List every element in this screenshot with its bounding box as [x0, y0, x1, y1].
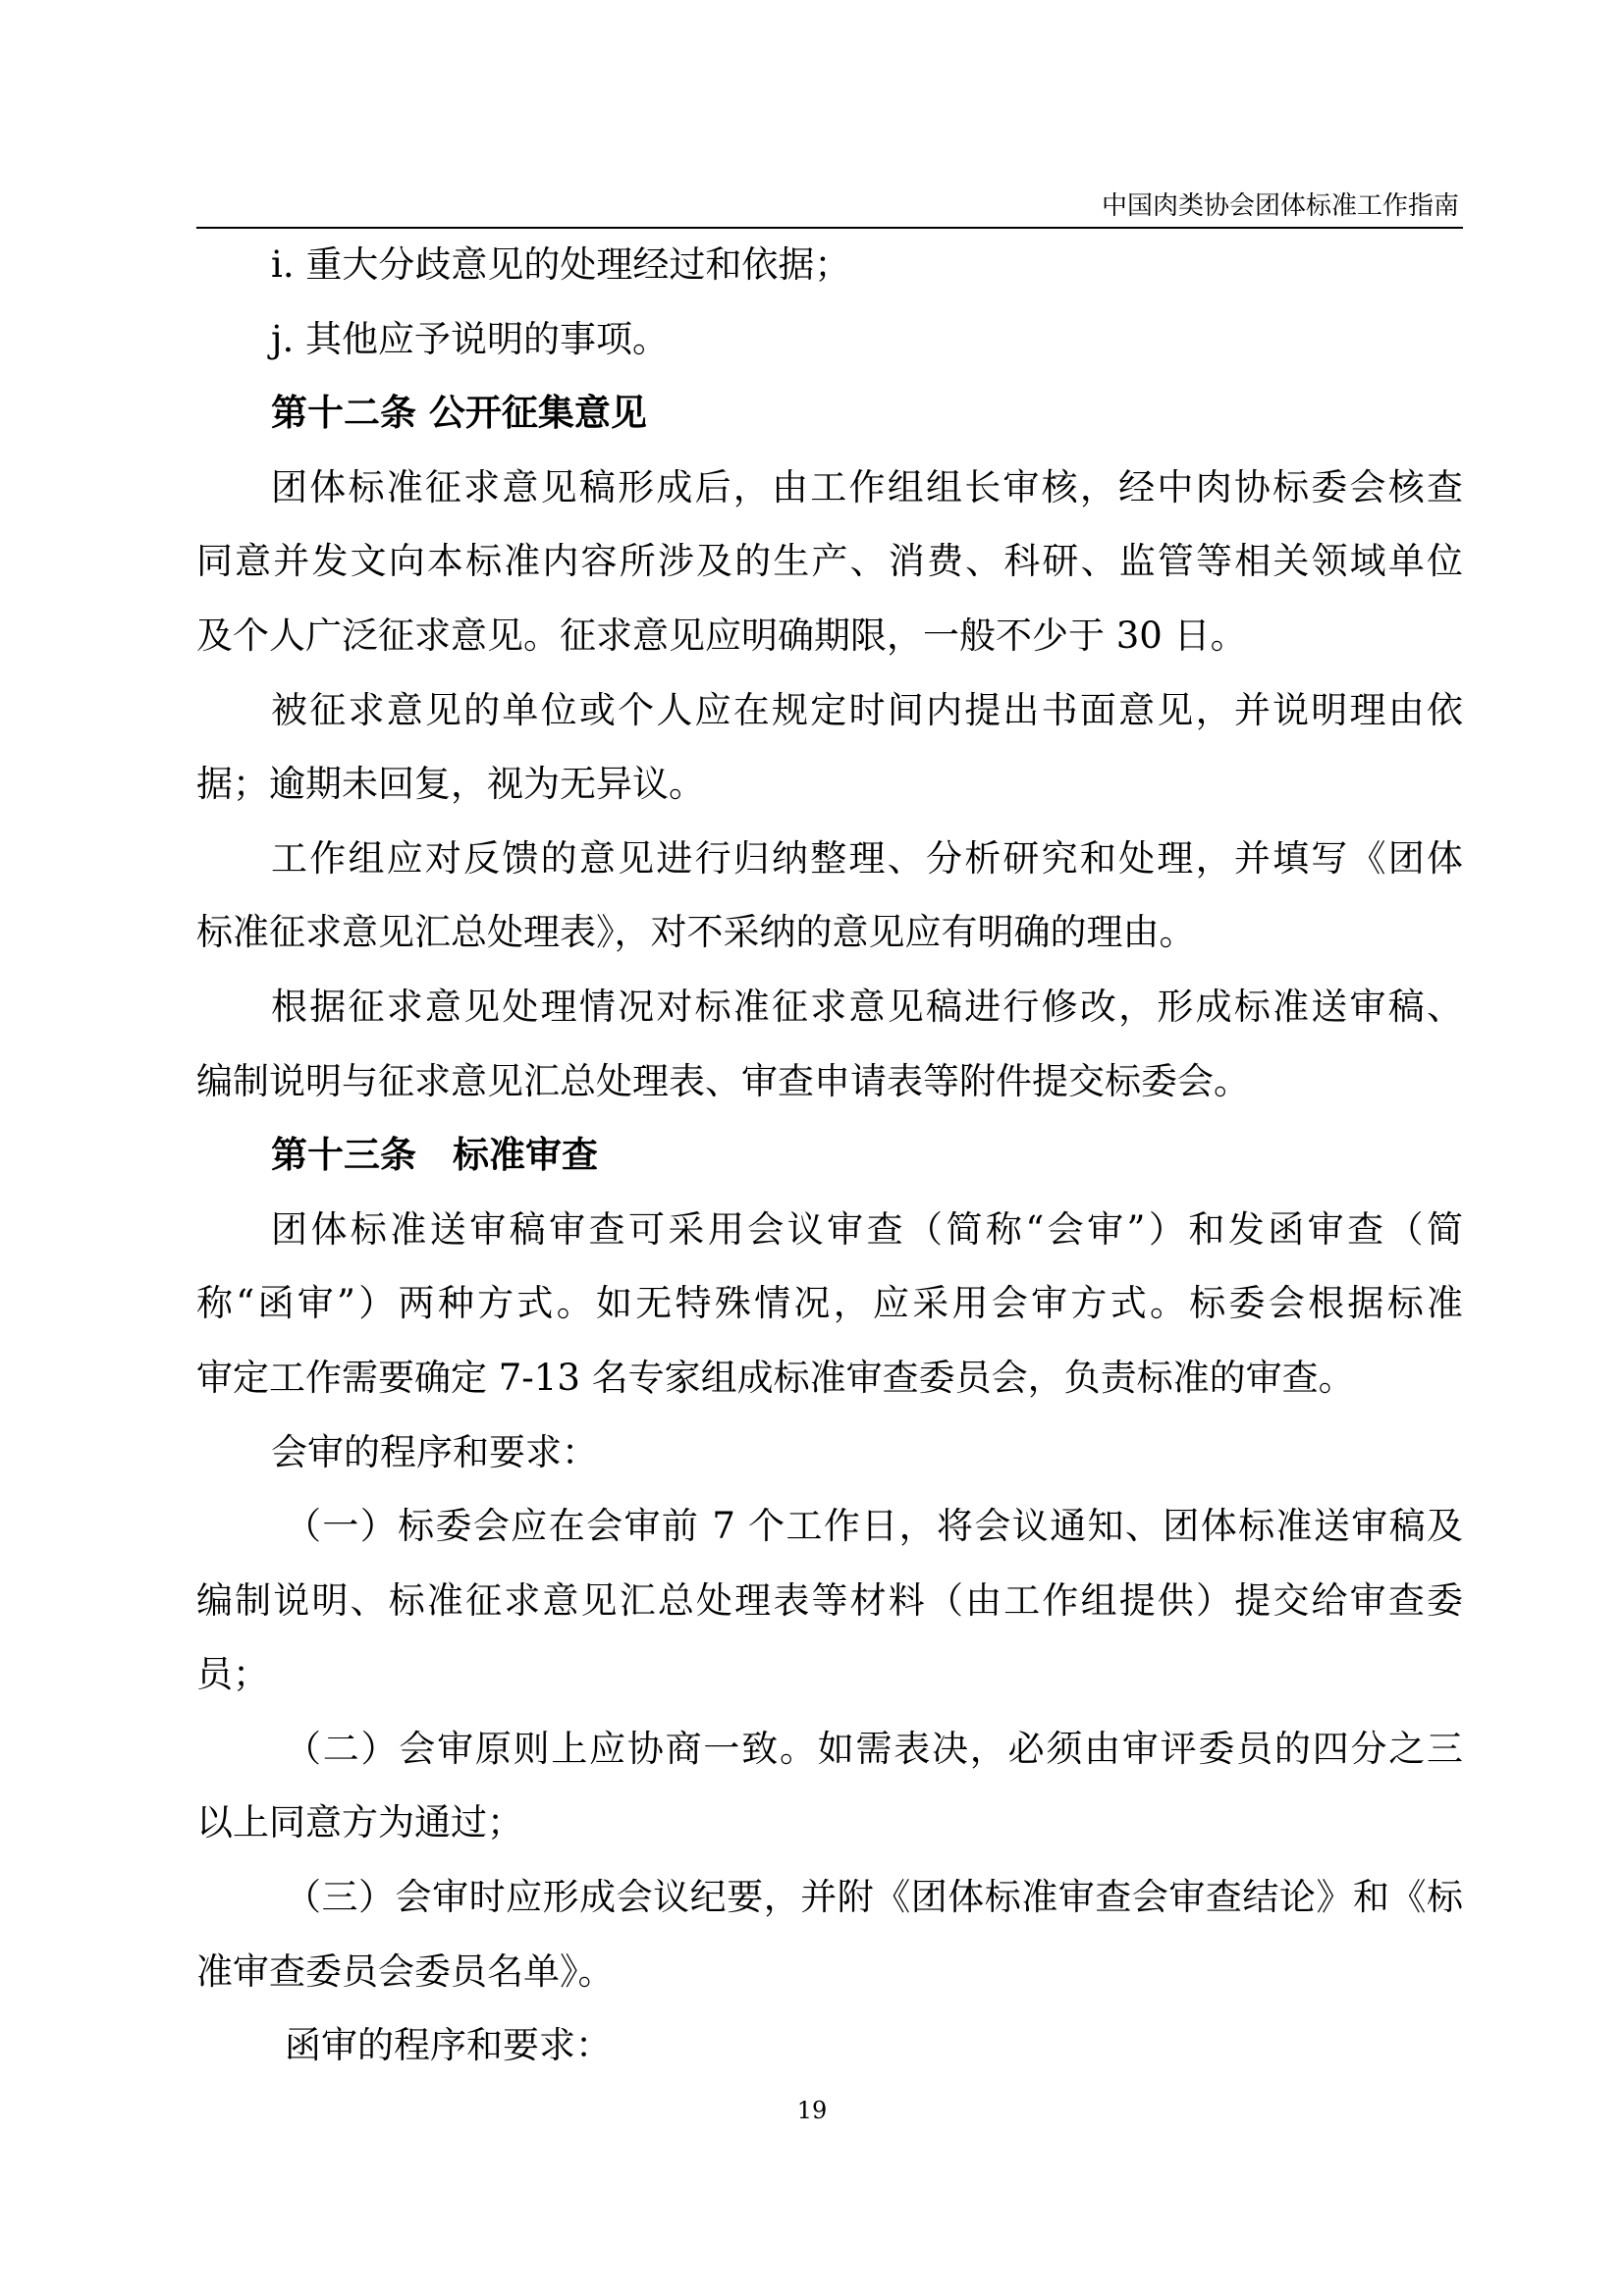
- subheading-letter-review: 函审的程序和要求：: [285, 2024, 612, 2067]
- page-number: 19: [796, 2097, 828, 2124]
- article-13-heading: 第十三条 标准审查: [271, 1133, 598, 1177]
- list-item-i: i. 重大分歧意见的处理经过和依据；: [271, 243, 851, 286]
- paragraph-line: 审定工作需要确定 7-13 名专家组成标准审查委员会，负责标准的审查。: [196, 1356, 1355, 1399]
- paragraph-line: （一）标委会应在会审前 7 个工作日，将会议通知、团体标准送审稿及: [285, 1505, 1463, 1548]
- paragraph-line: 团体标准征求意见稿形成后，由工作组组长审核，经中肉协标委会核查: [271, 465, 1463, 508]
- paragraph-line: 员；: [196, 1653, 269, 1696]
- header-title: 中国肉类协会团体标准工作指南: [1101, 191, 1459, 221]
- paragraph-line: 被征求意见的单位或个人应在规定时间内提出书面意见，并说明理由依: [271, 688, 1463, 731]
- paragraph-line: （二）会审原则上应协商一致。如需表决，必须由审评委员的四分之三: [285, 1727, 1463, 1770]
- paragraph-line: 准审查委员会委员名单》。: [196, 1949, 615, 1993]
- paragraph-line: 及个人广泛征求意见。征求意见应明确期限，一般不少于 30 日。: [196, 614, 1247, 657]
- paragraph-line: 团体标准送审稿审查可采用会议审查（简称“会审”）和发函审查（简: [271, 1207, 1463, 1251]
- paragraph-line: 称“函审”）两种方式。如无特殊情况，应采用会审方式。标委会根据标准: [196, 1282, 1463, 1325]
- paragraph-line: 标准征求意见汇总处理表》，对不采纳的意见应有明确的理由。: [196, 911, 1196, 954]
- article-12-heading: 第十二条 公开征集意见: [271, 391, 647, 435]
- paragraph-line: 以上同意方为通过；: [196, 1801, 523, 1844]
- paragraph-line: 工作组应对反馈的意见进行归纳整理、分析研究和处理，并填写《团体: [271, 836, 1463, 880]
- paragraph-line: （三）会审时应形成会议纪要，并附《团体标准审查会审查结论》和《标: [285, 1876, 1463, 1919]
- paragraph-line: 根据征求意见处理情况对标准征求意见稿进行修改，形成标准送审稿、: [271, 985, 1463, 1028]
- paragraph-line: 据；逾期未回复，视为无异议。: [196, 763, 705, 806]
- paragraph-line: 同意并发文向本标准内容所涉及的生产、消费、科研、监管等相关领域单位: [196, 540, 1463, 583]
- running-header: [196, 189, 1463, 229]
- body-text: [196, 228, 1463, 2083]
- paragraph-line: 编制说明与征求意见汇总处理表、审查申请表等附件提交标委会。: [196, 1059, 1250, 1102]
- list-item-j: j. 其他应予说明的事项。: [271, 317, 669, 360]
- subheading-meeting-review: 会审的程序和要求：: [271, 1430, 598, 1473]
- paragraph-line: 编制说明、标准征求意见汇总处理表等材料（由工作组提供）提交给审查委: [196, 1578, 1463, 1622]
